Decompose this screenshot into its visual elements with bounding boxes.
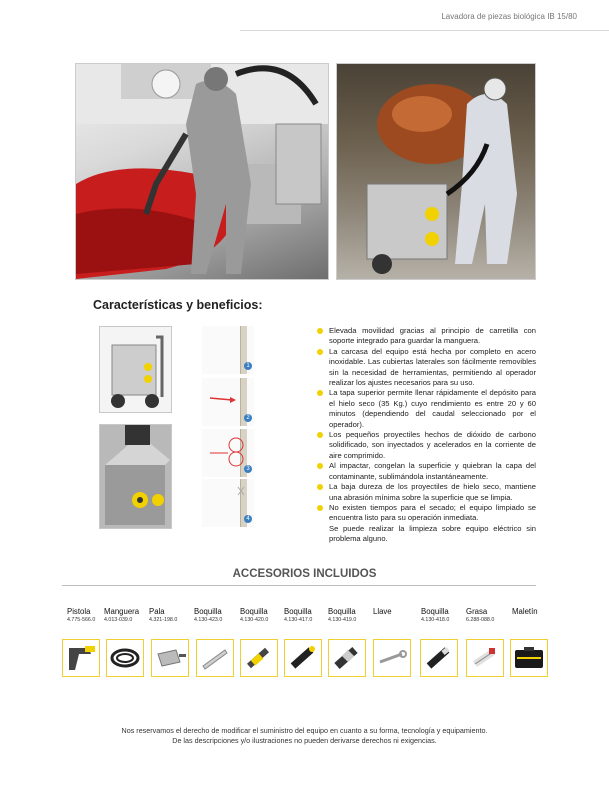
nozzle-icon <box>420 639 458 677</box>
feature-bullet: La carcasa del equipo está hecha por completo en acero inoxidable. Las cubiertas laterales son fácilmente removibles sin la necesidad de herramientas, permitiendo al operador realizar los ajustes necesarios para su uso. <box>317 347 536 389</box>
wrench-icon <box>373 639 411 677</box>
process-step-2: 2 <box>202 378 254 426</box>
machine-illustration <box>100 327 171 412</box>
accessory-label-boquilla-5: Boquilla 4.130-418.0 <box>421 607 450 623</box>
accessory-label-llave: Llave <box>373 607 392 616</box>
accessory-label-pala: Pala 4.321-198.0 <box>149 607 178 623</box>
header-line <box>240 30 609 31</box>
hopper-illustration <box>100 425 171 528</box>
features-list <box>317 326 536 545</box>
nozzle-icon <box>284 639 322 677</box>
process-step-1: 1 <box>202 326 254 374</box>
feature-extra-text: Se puede realizar la limpieza sobre equipo eléctrico sin problema alguno. <box>329 523 536 544</box>
feature-bullet: Elevada movilidad gracias al principio de carretilla con soporte integrado para guardar la manguera. <box>317 326 536 347</box>
photo-drum-cleaning <box>336 63 536 280</box>
feature-bullet: Al impactar, congelan la superficie y quiebran la capa del contaminante, sublimándola instantáneamente. <box>317 461 536 482</box>
hopper-thumbnail <box>99 424 172 529</box>
case-icon <box>510 639 548 677</box>
accessory-label-boquilla-2: Boquilla 4.130-420.0 <box>240 607 269 623</box>
nozzle-icon <box>196 639 234 677</box>
feature-bullet: La tapa superior permite llenar rápidamente el depósito para el hielo seco (35 Kg.) cuyo rendimiento es entre 20 y 60 minutos (dependiendo del caudal seleccionado por el operador). <box>317 388 536 430</box>
header-title: Lavadora de piezas biológica IB 15/80 <box>441 12 577 21</box>
spray-gun-icon <box>62 639 100 677</box>
nozzle-icon <box>328 639 366 677</box>
process-step-3: 3 <box>202 429 254 477</box>
accessories-title: ACCESORIOS INCLUIDOS <box>232 568 377 580</box>
accessory-label-maletin: Maletín <box>512 607 538 616</box>
accessory-label-boquilla-4: Boquilla 4.130-419.0 <box>328 607 357 623</box>
footer-disclaimer <box>0 726 609 746</box>
accessories-divider <box>62 585 536 586</box>
accessory-label-boquilla-1: Boquilla 4.130-423.0 <box>194 607 223 623</box>
accessory-label-grasa: Grasa 6.288-088.0 <box>466 607 495 623</box>
scoop-icon <box>151 639 189 677</box>
feature-bullet: La baja dureza de los proyectiles de hielo seco, mantiene una abrasión mínima sobre la superficie que se limpia. <box>317 482 536 503</box>
car-cleaning-illustration <box>76 64 328 279</box>
grease-icon <box>466 639 504 677</box>
footer-line-2: De las descripciones y/o ilustraciones no pueden derivarse derechos ni exigencias. <box>172 736 437 745</box>
footer-line-1: Nos reservamos el derecho de modificar el suministro del equipo en cuanto a su forma, tecnología y equipamiento. <box>121 726 488 735</box>
accessory-label-manguera: Manguera 4.013-039.0 <box>104 607 140 623</box>
process-step-4: 4 <box>202 479 254 527</box>
drum-cleaning-illustration <box>337 64 535 279</box>
feature-bullet: No existen tiempos para el secado; el equipo limpiado se encuentra listo para su operación inmediata. <box>317 503 536 524</box>
hose-icon <box>106 639 144 677</box>
feature-bullet: Los pequeños proyectiles hechos de dióxido de carbono solidificado, son inyectados y acelerados en la corriente de aire comprimido. <box>317 430 536 461</box>
machine-thumbnail <box>99 326 172 413</box>
features-title: Características y beneficios: <box>93 298 263 312</box>
photo-car-cleaning <box>75 63 329 280</box>
accessory-label-boquilla-3: Boquilla 4.130-417.0 <box>284 607 313 623</box>
nozzle-icon <box>240 639 278 677</box>
accessory-label-pistola: Pistola 4.775-566.0 <box>67 607 96 623</box>
